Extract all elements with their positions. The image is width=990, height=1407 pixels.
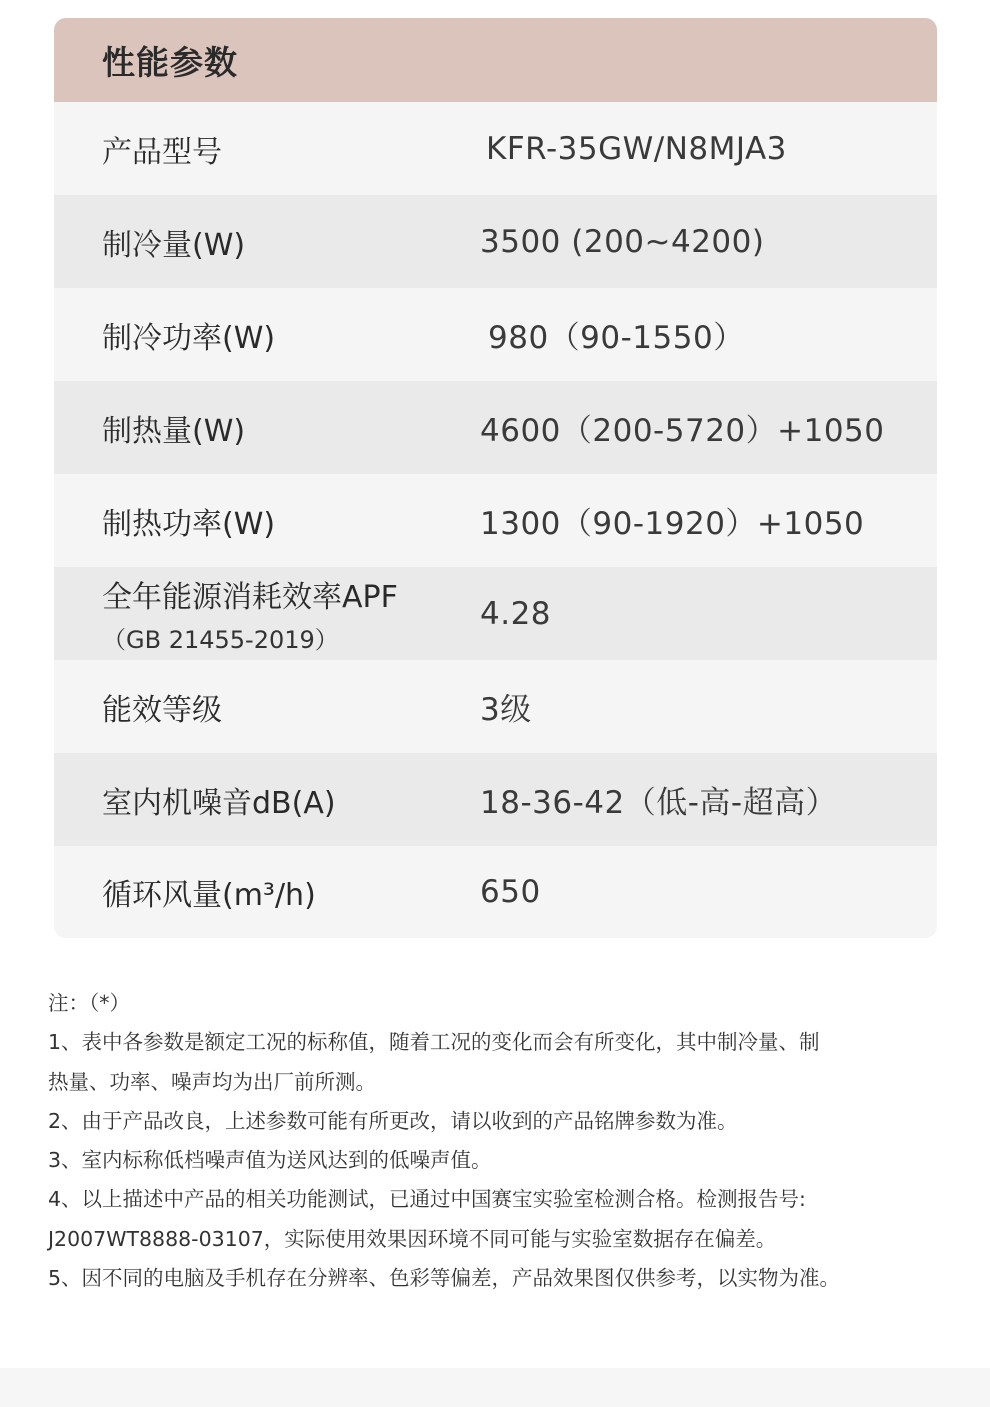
note-line: 3、室内标称低档噪声值为送风达到的低噪声值。 bbox=[48, 1148, 492, 1173]
row-value: 4600（200-5720）+1050 bbox=[480, 413, 885, 449]
row-value: 1300（90-1920）+1050 bbox=[480, 506, 865, 542]
row-value: 980（90-1550） bbox=[488, 320, 745, 356]
table-row-noise bbox=[54, 753, 937, 846]
row-label bbox=[102, 572, 480, 655]
row-label: 制冷量(W) bbox=[102, 227, 246, 263]
bottom-band bbox=[0, 1368, 990, 1407]
row-label-main: 全年能源消耗效率APF bbox=[102, 580, 398, 615]
row-value: KFR-35GW/N8MJA3 bbox=[486, 130, 787, 167]
row-label: 循环风量(m³/h) bbox=[102, 878, 316, 913]
row-label: 制冷功率(W) bbox=[102, 320, 276, 356]
note-line: 5、因不同的电脑及手机存在分辨率、色彩等偏差，产品效果图仅供参考，以实物为准。 bbox=[48, 1266, 841, 1291]
note-line: 1、表中各参数是额定工况的标称值，随着工况的变化而会有所变化，其中制冷量、制 bbox=[48, 1030, 820, 1055]
row-value: 4.28 bbox=[480, 595, 552, 632]
row-label-sub: （GB 21455-2019） bbox=[102, 626, 339, 654]
row-value: 18-36-42（低-高-超高） bbox=[480, 785, 838, 821]
row-label: 能效等级 bbox=[102, 692, 222, 728]
note-line: 4、以上描述中产品的相关功能测试，已通过中国赛宝实验室检测合格。检测报告号: bbox=[48, 1187, 806, 1212]
table-row-cooling-capacity bbox=[54, 195, 937, 288]
notes-section bbox=[48, 984, 948, 1298]
row-label: 制热功率(W) bbox=[102, 506, 276, 542]
row-label: 制热量(W) bbox=[102, 413, 246, 449]
table-row-heating-capacity bbox=[54, 381, 937, 474]
table-row-apf bbox=[54, 567, 937, 660]
note-line: 热量、功率、噪声均为出厂前所测。 bbox=[48, 1069, 376, 1094]
table-row-efficiency-grade bbox=[54, 660, 937, 753]
row-label: 室内机噪音dB(A) bbox=[102, 785, 336, 821]
table-row-cooling-power bbox=[54, 288, 937, 381]
spec-table-header bbox=[54, 18, 937, 102]
row-value: 650 bbox=[480, 874, 541, 910]
table-row-heating-power bbox=[54, 474, 937, 567]
note-line: J2007WT8888-03107，实际使用效果因环境不同可能与实验室数据存在偏差。 bbox=[48, 1226, 777, 1251]
row-value: 3级 bbox=[480, 692, 532, 728]
spec-table-title: 性能参数 bbox=[102, 42, 238, 82]
row-label: 产品型号 bbox=[102, 134, 222, 170]
table-row-airflow bbox=[54, 846, 937, 938]
notes-heading: 注：（*） bbox=[48, 991, 130, 1015]
note-line: 2、由于产品改良，上述参数可能有所更改，请以收到的产品铭牌参数为准。 bbox=[48, 1108, 738, 1133]
row-value: 3500 (200~4200) bbox=[480, 223, 765, 260]
spec-table bbox=[54, 18, 937, 938]
table-row-model bbox=[54, 102, 937, 195]
